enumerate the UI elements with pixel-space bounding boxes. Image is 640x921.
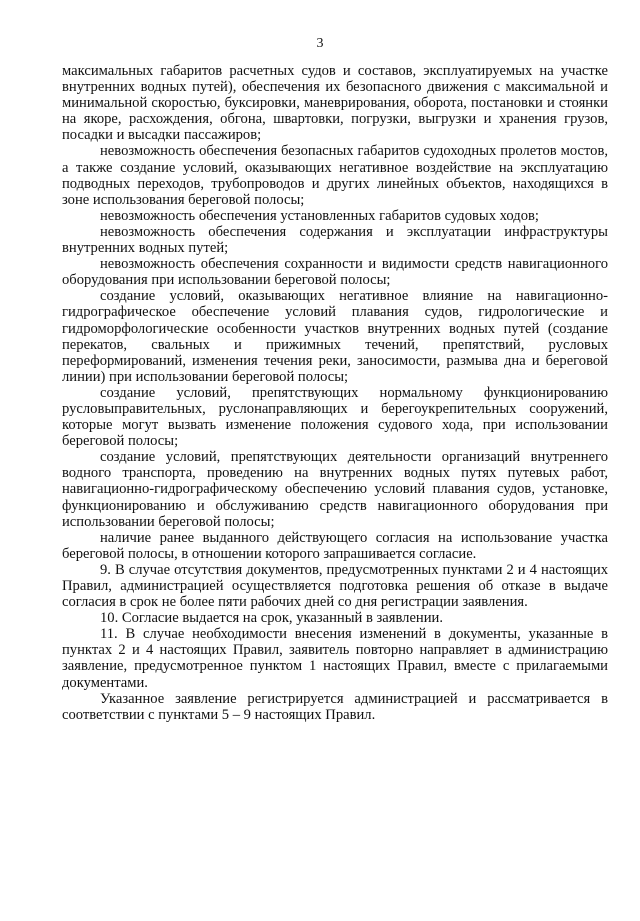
page-number: 3 xyxy=(316,36,324,51)
paragraph-registration: Указанное заявление регистрируется администрацией и рассматривается в соответствии с пунктами 5 – 9 настоящих Правил. xyxy=(62,690,608,723)
paragraph-navigation-equipment: невозможность обеспечения сохранности и видимости средств навигационного оборудования при использовании береговой полосы; xyxy=(62,256,608,289)
paragraph-channel-structures: создание условий, препятствующих нормальному функционированию русловыправительных, руслонаправляющих и берегоукрепительных сооружений, которые могут вызвать изменение положения судового хода, при использовании береговой полосы; xyxy=(62,384,608,450)
paragraph-item-10: 10. Согласие выдается на срок, указанный в заявлении. xyxy=(100,610,444,627)
paragraph-existing-consent: наличие ранее выданного действующего согласия на использование участка береговой полосы, в отношении которого запрашивается согласие. xyxy=(62,529,608,562)
paragraph-transport-organizations: создание условий, препятствующих деятельности организаций внутреннего водного транспорта, проведению на внутренних водных путях путевых работ, навигационно-гидрографическому обеспечению условий плавания судов, установке, функционированию и обслуживанию средств навигационного оборудования при использовании береговой полосы; xyxy=(62,449,608,530)
paragraph-bridges: невозможность обеспечения безопасных габаритов судоходных пролетов мостов, а также создание условий, оказывающих негативное воздействие на эксплуатацию подводных переходов, трубопроводов и других линейных объектов, находящихся в зоне использования береговой полосы; xyxy=(62,143,608,208)
paragraph-hydrographic-conditions: создание условий, оказывающих негативное влияние на навигационно-гидрографическое обеспечение условий плавания судов, гидрологические и гидроморфологические особенности участков внутренних водных путей (создание перекатов, свальных и прижимных течений, препятствий, русловых переформирований, изменения течения реки, заносимости, размыва дна и береговой линии) при использовании береговой полосы; xyxy=(62,288,608,385)
document-body xyxy=(62,63,608,723)
paragraph-continuation: максимальных габаритов расчетных судов и составов, эксплуатируемых на участке внутренних водных путей), обеспечения их безопасного движения с максимальной и минимальной скоростью, буксировки, маневрирования, оборота, постановки и стоянки на якоре, расхождения, обгона, швартовки, погрузки, выгрузки и хранения грузов, посадки и высадки пассажиров; xyxy=(62,63,608,144)
paragraph-item-11: 11. В случае необходимости внесения изменений в документы, указанные в пунктах 2 и 4 настоящих Правил, заявитель повторно направляет в администрацию заявление, предусмотренное пунктом 1 настоящих Правил, вместе с прилагаемыми документами. xyxy=(62,626,608,691)
paragraph-fairway-dimensions: невозможность обеспечения установленных габаритов судовых ходов; xyxy=(100,207,539,224)
paragraph-infrastructure: невозможность обеспечения содержания и эксплуатации инфраструктуры внутренних водных путей; xyxy=(62,223,608,257)
paragraph-item-9: 9. В случае отсутствия документов, предусмотренных пунктами 2 и 4 настоящих Правил, администрацией осуществляется подготовка решения об отказе в выдаче согласия в срок не более пяти рабочих дней со дня регистрации заявления. xyxy=(62,561,608,611)
